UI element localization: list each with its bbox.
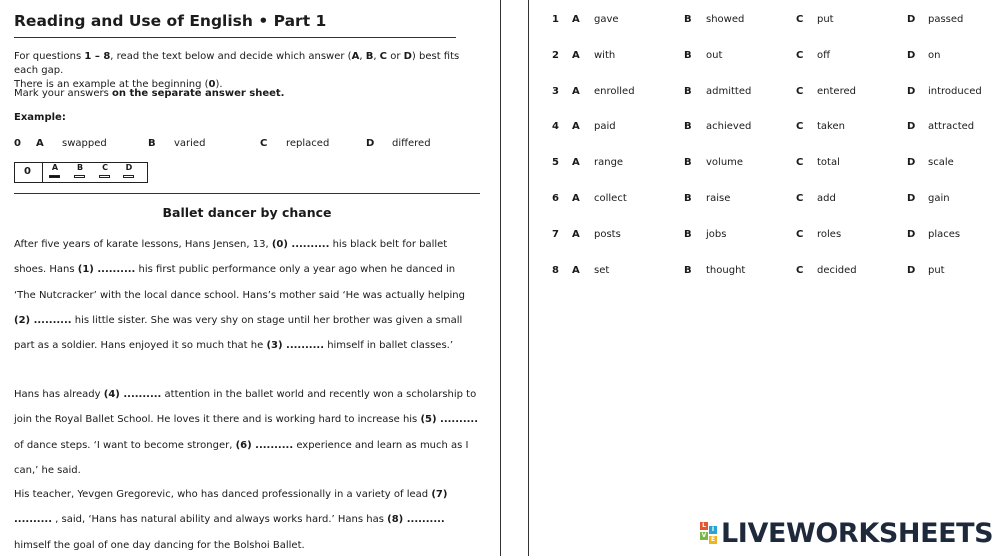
option-text: out (706, 49, 723, 61)
example-divider (14, 193, 480, 194)
gap-marker: (6) .......... (235, 439, 294, 451)
passage-text: Hans has already (14, 389, 104, 400)
logo-tile: I (709, 526, 717, 534)
example-option-c: C (260, 138, 268, 149)
example-option-d-text: differed (392, 138, 431, 149)
option-text: decided (817, 264, 857, 276)
option-letter: C (796, 157, 804, 169)
option-letter: C (796, 264, 804, 276)
passage-text: After five years of karate lessons, Hans Jensen, 13, (14, 239, 272, 250)
option-letter: C (796, 193, 804, 204)
option-text: put (817, 14, 834, 25)
option-text: put (928, 264, 945, 276)
logo-tile: E (710, 536, 716, 543)
option-text: showed (706, 14, 745, 25)
passage-paragraph-3 (14, 482, 480, 558)
gap-marker: (2) .......... (14, 314, 72, 326)
example-number: 0 (14, 138, 21, 149)
gap-marker: (1) .......... (77, 264, 136, 276)
option-text: gain (928, 193, 950, 204)
option-letter: A (572, 85, 580, 97)
option-letter: A (572, 193, 580, 204)
option-letter: B (684, 264, 692, 276)
option-text: entered (817, 85, 856, 97)
left-column-border (500, 0, 501, 556)
example-option-a-text: swapped (62, 138, 107, 149)
option-letter: C (796, 85, 804, 97)
option-letter: D (907, 228, 916, 240)
passage-text: his little sister. She was very shy on stage until her brother was given a small part as a soldier. Hans enjoyed it so much that he (14, 314, 463, 352)
option-text: range (594, 157, 624, 169)
option-text: enrolled (594, 85, 635, 97)
option-text: admitted (706, 85, 752, 97)
option-text: add (817, 193, 836, 204)
gap-marker: (8) .......... (387, 514, 445, 526)
answer-grid-letter-a: A (51, 163, 59, 172)
example-label: Example: (14, 112, 66, 123)
answer-grid-letter-d: D (125, 163, 133, 172)
passage-text: himself the goal of one day dancing for the Bolshoi Ballet. (14, 539, 305, 551)
option-letter: B (684, 14, 692, 25)
option-letter: A (572, 14, 580, 25)
question-number: 7 (552, 228, 559, 240)
example-option-d: D (366, 138, 375, 149)
example-option-c-text: replaced (286, 138, 330, 149)
question-number: 6 (552, 193, 559, 204)
example-option-b: B (148, 138, 156, 149)
option-letter: B (684, 121, 692, 133)
option-text: passed (928, 14, 964, 25)
option-text: volume (706, 157, 744, 169)
answer-grid-divider (42, 163, 43, 182)
option-text: on (928, 49, 941, 61)
logo-tile: V (701, 532, 707, 539)
gap-marker: (4) .......... (103, 389, 162, 400)
passage-text: of dance steps. ‘I want to become stronger, (14, 439, 236, 451)
example-option-a: A (36, 138, 44, 149)
title-divider (14, 37, 456, 38)
example-option-b-text: varied (174, 138, 206, 149)
question-number: 4 (552, 121, 559, 133)
option-letter: B (684, 193, 692, 204)
passage-paragraph-2 (14, 382, 480, 483)
option-letter: B (684, 49, 692, 61)
answer-grid-mark-a (49, 175, 60, 178)
option-text: attracted (928, 121, 975, 133)
option-letter: A (572, 49, 580, 61)
option-text: with (594, 49, 616, 61)
answer-grid-mark-b (74, 175, 85, 178)
option-letter: C (796, 121, 804, 133)
option-text: scale (928, 157, 954, 169)
option-letter: C (796, 228, 804, 240)
passage-text: attention in the ballet world and recently won a scholarship to join the Royal Ballet School. He loves it there and is working hard to increase his (14, 389, 477, 426)
option-text: paid (594, 121, 616, 133)
option-text: thought (706, 264, 746, 276)
answer-grid-letter-b: B (76, 163, 84, 172)
option-text: raise (706, 193, 731, 204)
logo-wordmark: LIVEWORKSHEETS (721, 518, 994, 549)
passage-text: himself in ballet classes.’ (324, 340, 454, 352)
option-text: places (928, 228, 961, 240)
option-letter: C (796, 14, 804, 25)
option-letter: D (907, 121, 916, 133)
option-letter: A (572, 264, 580, 276)
example-answer-grid (14, 162, 148, 183)
logo-icon (700, 522, 718, 550)
logo-tile: L (700, 522, 708, 530)
option-text: taken (817, 121, 845, 133)
passage-text: experience and learn as much as I can,’ he said. (14, 439, 469, 476)
option-text: achieved (706, 121, 752, 133)
option-letter: D (907, 49, 916, 61)
option-letter: D (907, 193, 916, 204)
question-number: 1 (552, 14, 559, 25)
option-letter: D (907, 157, 916, 169)
question-number: 3 (552, 85, 559, 97)
option-letter: B (684, 85, 692, 97)
option-letter: A (572, 228, 580, 240)
option-letter: C (796, 49, 804, 61)
option-text: set (594, 264, 610, 276)
option-text: gave (594, 14, 619, 25)
answer-grid-letter-c: C (102, 163, 108, 172)
gap-marker: (3) .......... (266, 340, 325, 352)
question-number: 5 (552, 157, 559, 169)
passage-title: Ballet dancer by chance (162, 205, 332, 220)
option-text: roles (817, 228, 842, 240)
option-text: posts (594, 228, 621, 240)
answer-grid-mark-d (123, 175, 134, 178)
answer-grid-number: 0 (24, 166, 31, 177)
option-letter: D (907, 85, 916, 97)
question-number: 8 (552, 264, 559, 276)
passage-paragraph-1 (14, 232, 480, 358)
right-column-border (528, 0, 529, 556)
option-text: off (817, 49, 831, 61)
gap-marker: (5) .......... (420, 414, 479, 426)
instructions: For questions 1 – 8, read the text below and decide which answer (A, B, C or D) best fits each gap. There is an example at the beginning (0). (14, 51, 460, 90)
gap-marker: (7) .......... (14, 489, 448, 526)
passage-text: his black belt for ballet shoes. Hans (14, 239, 448, 276)
answer-sheet-note: Mark your answers on the separate answer sheet. (14, 88, 285, 99)
option-letter: B (684, 228, 692, 240)
option-text: collect (594, 193, 627, 204)
option-letter: A (572, 157, 580, 169)
option-letter: D (907, 14, 916, 25)
option-text: jobs (706, 228, 727, 240)
option-letter: B (684, 157, 692, 169)
option-letter: A (572, 121, 580, 133)
option-text: introduced (928, 85, 982, 97)
page-title: Reading and Use of English • Part 1 (14, 12, 327, 30)
passage-text: , said, ‘Hans has natural ability and always works hard.’ Hans has (52, 514, 388, 526)
gap-marker: (0) .......... (271, 239, 330, 250)
passage-text: his first public performance only a year ago when he danced in ‘The Nutcracker’ with the local dance school. Hans’s mother said ‘He was actually helping (14, 264, 465, 301)
question-number: 2 (552, 49, 559, 61)
option-text: total (817, 157, 840, 169)
option-letter: D (907, 264, 916, 276)
answer-grid-mark-c (99, 175, 110, 178)
passage-text: His teacher, Yevgen Gregorevic, who has danced professionally in a variety of lead (14, 489, 432, 500)
